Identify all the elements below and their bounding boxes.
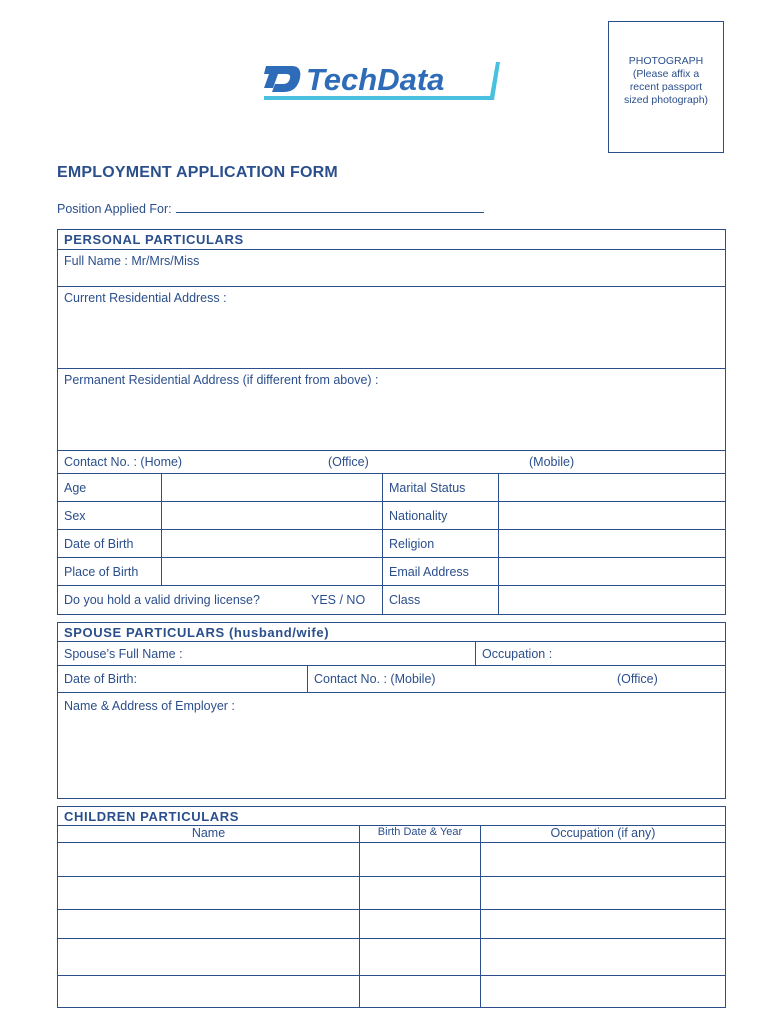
position-applied-row <box>57 200 484 216</box>
full-name-field[interactable]: Full Name : Mr/Mrs/Miss <box>58 250 726 287</box>
col-header-occupation: Occupation (if any) <box>481 826 726 843</box>
child-name-input[interactable] <box>58 939 360 976</box>
child-occupation-input[interactable] <box>481 843 726 877</box>
child-occupation-input[interactable] <box>481 976 726 1008</box>
nationality-input[interactable] <box>499 502 726 530</box>
col-header-name: Name <box>58 826 360 843</box>
children-particulars-table <box>57 806 726 1008</box>
child-occupation-input[interactable] <box>481 910 726 939</box>
age-input[interactable] <box>162 474 383 502</box>
section-header: CHILDREN PARTICULARS <box>58 807 726 826</box>
class-label: Class <box>383 586 499 615</box>
photograph-box <box>608 21 724 153</box>
logo-text: TechData <box>306 62 445 97</box>
table-row <box>58 976 726 1008</box>
marital-status-input[interactable] <box>499 474 726 502</box>
child-birth-input[interactable] <box>360 910 481 939</box>
child-birth-input[interactable] <box>360 976 481 1008</box>
personal-particulars-table <box>57 229 726 615</box>
employer-field[interactable]: Name & Address of Employer : <box>58 693 726 799</box>
license-question: Do you hold a valid driving license? <box>64 593 260 607</box>
logo-mark-icon <box>264 66 300 92</box>
marital-status-label: Marital Status <box>383 474 499 502</box>
dob-input[interactable] <box>162 530 383 558</box>
child-birth-input[interactable] <box>360 877 481 910</box>
form-title: EMPLOYMENT APPLICATION FORM <box>57 164 338 181</box>
photo-hint: sized photograph) <box>623 94 709 106</box>
spouse-occupation-field[interactable]: Occupation : <box>476 642 726 666</box>
section-header: PERSONAL PARTICULARS <box>58 230 726 250</box>
child-birth-input[interactable] <box>360 843 481 877</box>
photo-hint: recent passport <box>629 81 703 93</box>
table-row <box>58 910 726 939</box>
child-name-input[interactable] <box>58 910 360 939</box>
dob-label: Date of Birth <box>58 530 162 558</box>
sex-input[interactable] <box>162 502 383 530</box>
license-options: YES / NO <box>311 593 366 607</box>
child-name-input[interactable] <box>58 843 360 877</box>
sex-label: Sex <box>58 502 162 530</box>
photo-hint: (Please affix a <box>632 68 700 80</box>
permanent-address-field[interactable]: Permanent Residential Address (if different from above) : <box>58 369 726 451</box>
age-label: Age <box>58 474 162 502</box>
spouse-dob-field[interactable]: Date of Birth: <box>58 666 308 693</box>
religion-label: Religion <box>383 530 499 558</box>
driving-license-row[interactable] <box>58 586 383 615</box>
current-address-field[interactable]: Current Residential Address : <box>58 287 726 369</box>
contact-office-label: (Office) <box>328 455 369 469</box>
position-label: Position Applied For: <box>57 202 172 216</box>
child-name-input[interactable] <box>58 976 360 1008</box>
spouse-mobile-label: Contact No. : (Mobile) <box>314 672 436 686</box>
spouse-particulars-table <box>57 622 726 799</box>
class-input[interactable] <box>499 586 726 615</box>
section-header: SPOUSE PARTICULARS (husband/wife) <box>58 623 726 642</box>
child-occupation-input[interactable] <box>481 877 726 910</box>
photo-label: PHOTOGRAPH <box>628 55 704 67</box>
table-row <box>58 939 726 976</box>
child-name-input[interactable] <box>58 877 360 910</box>
position-input-line[interactable] <box>176 200 484 213</box>
child-occupation-input[interactable] <box>481 939 726 976</box>
table-row <box>58 843 726 877</box>
pob-input[interactable] <box>162 558 383 586</box>
techdata-logo <box>258 56 506 106</box>
contact-mobile-label: (Mobile) <box>529 455 575 469</box>
spouse-contact-field[interactable] <box>308 666 726 693</box>
table-row <box>58 877 726 910</box>
religion-input[interactable] <box>499 530 726 558</box>
email-input[interactable] <box>499 558 726 586</box>
col-header-birth: Birth Date & Year <box>360 826 481 843</box>
email-label: Email Address <box>383 558 499 586</box>
spouse-office-label: (Office) <box>617 672 658 686</box>
spouse-name-field[interactable]: Spouse’s Full Name : <box>58 642 476 666</box>
pob-label: Place of Birth <box>58 558 162 586</box>
contact-field[interactable] <box>58 451 726 474</box>
child-birth-input[interactable] <box>360 939 481 976</box>
nationality-label: Nationality <box>383 502 499 530</box>
contact-home-label: Contact No. : (Home) <box>64 455 183 469</box>
